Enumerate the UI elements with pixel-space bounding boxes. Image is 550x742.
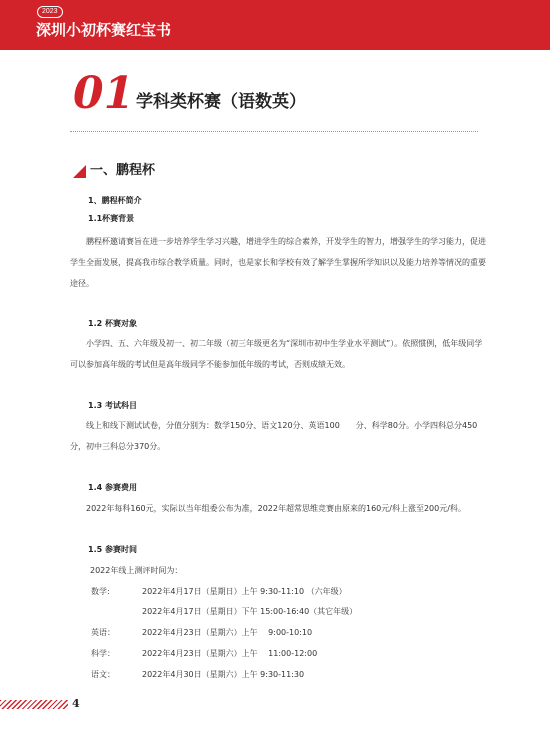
chapter-number: 01 bbox=[73, 68, 135, 119]
book-title: 深圳小初杯赛红宝书 bbox=[36, 21, 172, 39]
triangle-marker-icon bbox=[73, 165, 86, 178]
background-heading: 1.1杯赛背景 bbox=[88, 214, 135, 223]
target-text: 小学四、五、六年级及初一、初二年级（初三年级更名为“深圳市初中生学业水平测试”）。依照惯例，低年级同学可以参加高年级的考试但是高年级同学不能参加低年级的考试，否则成绩无效。 bbox=[70, 339, 483, 369]
background-text: 鹏程杯邀请赛旨在进一步培养学生学习兴趣，增进学生的综合素养，开发学生的智力，增强学生的学习能力，促进学生全面发展，提高我市综合教学质量。同时，也是家长和学校有效了解学生掌握所学知识以及能力培养等情况的重要途径。 bbox=[70, 237, 486, 288]
header-banner bbox=[0, 0, 550, 50]
fee-heading: 1.4 参赛费用 bbox=[88, 483, 137, 492]
schedule-time: 2022年4月23日（星期六）上午 11:00-12:00 bbox=[142, 649, 318, 658]
schedule-subject: 科学： bbox=[91, 649, 115, 658]
page-number: 4 bbox=[72, 697, 80, 710]
schedule-time: 2022年4月17日（星期日）上午 9:30-11:10 （六年级） bbox=[142, 587, 347, 596]
schedule-time: 2022年4月30日（星期六）上午 9:30-11:30 bbox=[142, 670, 305, 679]
intro-heading: 1、鹏程杯简介 bbox=[88, 196, 142, 205]
background-paragraph bbox=[70, 231, 490, 294]
subjects-text: 线上和线下测试试卷，分值分别为：数学150分、语文120分、英语100 分、科学80分。小学四科总分450分，初中三科总分370分。 bbox=[70, 421, 478, 451]
fee-text: 2022年每科160元，实际以当年组委公布为准，2022年超常思维竞赛由原来的160元/科上涨至200元/科。 bbox=[86, 504, 466, 513]
subjects-paragraph bbox=[70, 415, 490, 457]
hatch-decoration bbox=[0, 700, 68, 709]
target-paragraph bbox=[70, 333, 490, 375]
time-intro: 2022年线上测评时间为： bbox=[90, 566, 183, 575]
schedule-subject: 英语： bbox=[91, 628, 115, 637]
subjects-heading: 1.3 考试科目 bbox=[88, 401, 137, 410]
chapter-title: 学科类杯赛（语数英） bbox=[136, 92, 306, 112]
section-title: 一、鹏程杯 bbox=[90, 163, 156, 178]
fee-paragraph bbox=[70, 498, 490, 519]
schedule-time: 2022年4月23日（星期六）上午 9:00-10:10 bbox=[142, 628, 313, 637]
schedule-subject: 语文： bbox=[91, 670, 115, 679]
dotted-divider bbox=[70, 131, 478, 132]
year-badge: 2023 bbox=[37, 6, 63, 18]
time-heading: 1.5 参赛时间 bbox=[88, 545, 137, 554]
schedule-time: 2022年4月17日（星期日）下午 15:00-16:40（其它年级） bbox=[142, 607, 358, 616]
target-heading: 1.2 杯赛对象 bbox=[88, 319, 137, 328]
schedule-subject: 数学: bbox=[91, 587, 110, 596]
